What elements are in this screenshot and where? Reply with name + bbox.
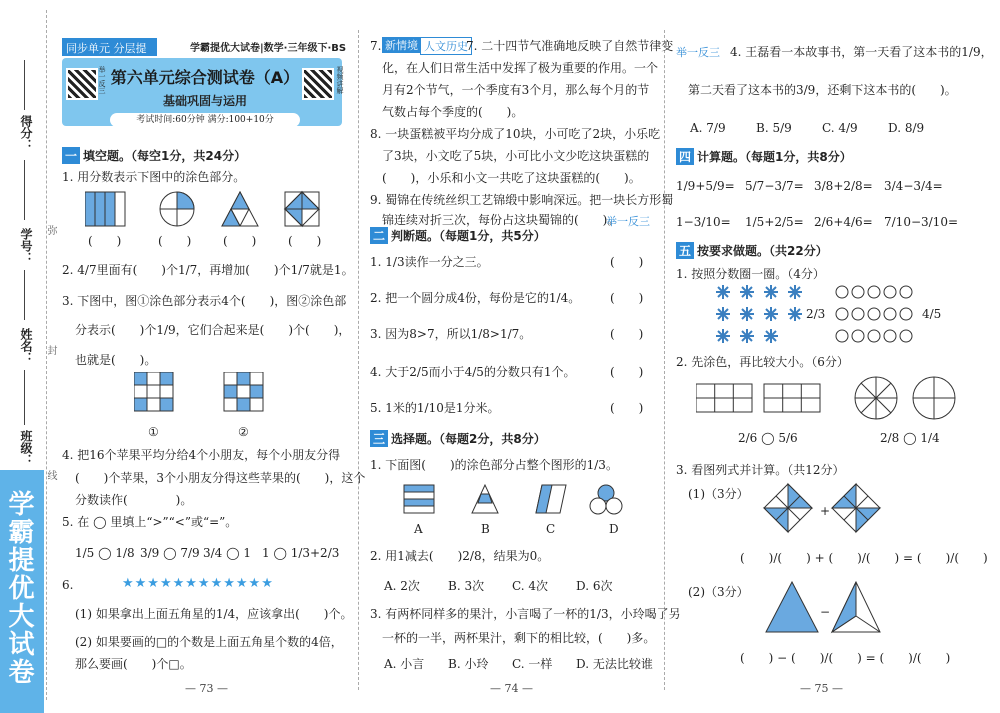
question-4-line3: 分数读作( )。 (75, 493, 193, 507)
question-8-line2: 了3块，小文吃了5块，小可比小文少吃这块蛋糕的 (382, 149, 650, 163)
option[interactable]: A. 小言 (384, 657, 425, 671)
score-line[interactable] (24, 60, 25, 110)
section-badge: 二 (370, 227, 388, 244)
compare-item[interactable]: 3/9 ◯ 7/9 (140, 546, 200, 560)
question-3-line2: 分表示( )个1/9，它们合起来是( )个( )， (75, 323, 351, 337)
exam-info: 考试时间:60分钟 满分:100+10分 (110, 113, 300, 127)
practice-tag[interactable]: 举一反三 (606, 215, 650, 228)
judge-item: 5. 1米的1/10是1分米。 (370, 401, 500, 415)
rect-sixths (696, 384, 752, 412)
qr-left-caption: 举一反三 (98, 66, 106, 94)
calc-item[interactable]: 5/7−3/7= (745, 179, 804, 193)
name-label: 姓名： (19, 328, 33, 364)
option-a-stripes (404, 485, 434, 513)
question-4-line1: 4. 把16个苹果平均分给4个小朋友，每个小朋友分得 (62, 448, 341, 462)
tomato-icon-group (836, 286, 912, 342)
calc-item[interactable]: 2/6+4/6= (814, 215, 873, 229)
judge-blank[interactable]: ( ) (610, 255, 644, 269)
class-line[interactable] (24, 370, 25, 425)
option-d-circles (590, 485, 622, 514)
question-9-line1: 9. 蜀锦在传统丝织工艺锦缎中影响深远。把一块长方形蜀 (370, 193, 674, 207)
triangle-fraction-figure (222, 192, 258, 226)
student-id-label: 学号： (19, 228, 33, 264)
answer-expression[interactable]: ( )/( ) + ( )/( ) = ( )/( ) (740, 551, 988, 565)
question-8-line3: ( )，小乐和小文一共吃了这块蛋糕的( )。 (382, 171, 641, 185)
question-6-part2: (2) 如果要画的□的个数是上面五角星个数的4倍， (75, 635, 343, 649)
question-4-line2: ( )个苹果，3个小朋友分得这些苹果的( )，这个 (75, 471, 366, 485)
question-9-line2: 锦连续对折三次，每份占这块蜀锦的( )。 (382, 213, 620, 227)
history-tag: 人文历史 (420, 37, 472, 55)
task-2-figures (696, 376, 966, 424)
book-brand: 学霸提优大试卷|数学·三年级下·BS (190, 43, 347, 54)
triangle-figure (766, 582, 818, 632)
section-title: 按要求做题。（共22分） (697, 244, 828, 258)
circle-fraction-figure (160, 192, 194, 226)
name-line[interactable] (24, 270, 25, 320)
star-icon-row: ★★★★★★★★★★★★ (122, 576, 274, 591)
section-title: 选择题。（每题2分，共8分） (391, 432, 546, 446)
option[interactable]: C. 4次 (512, 579, 549, 593)
choice-1-figures (400, 483, 630, 519)
q3-grids (134, 372, 274, 424)
question-3-line1: 3. 下图中，图①涂色部分表示4个( )，图②涂色部 (62, 294, 347, 308)
compare-item[interactable]: 1 ◯ 1/3+2/3 (262, 546, 340, 560)
question-7-line1: 7. 二十四节气准确地反映了自然节律变 (466, 39, 674, 53)
question-2: 2. 4/7里面有( )个1/7，再增加( )个1/7就是1。 (62, 263, 354, 277)
q1-blank[interactable]: ( ) (158, 234, 192, 248)
student-id-line[interactable] (24, 160, 25, 220)
circle-quarters (913, 377, 955, 419)
task-2: 2. 先涂色，再比较大小。（6分） (676, 355, 849, 369)
choice-1: 1. 下面图( )的涂色部分占整个图形的1/3。 (370, 458, 618, 472)
qr-code-icon[interactable] (302, 68, 334, 100)
section-choice (370, 430, 546, 447)
grid-label: ② (238, 425, 249, 439)
compare-item[interactable]: 3/4 ◯ 1 (203, 546, 252, 560)
option[interactable]: D. 8/9 (888, 121, 925, 135)
calc-item[interactable]: 3/4−3/4= (884, 179, 943, 193)
column-divider (664, 30, 665, 690)
grid-figure-1 (134, 372, 173, 411)
judge-item: 2. 把一个圆分成4份，每份是它的1/4。 (370, 291, 581, 305)
question-8-line1: 8. 一块蛋糕被平均分成了10块，小可吃了2块，小乐吃 (370, 127, 661, 141)
question-7-line4: 气数占每个季度的( )。 (382, 105, 524, 119)
calc-item[interactable]: 1−3/10= (676, 215, 731, 229)
question-7-line3: 月有2个节气，一个季度有3个月，那么每个月的节 (382, 83, 650, 97)
answer-expression[interactable]: ( ) − ( )/( ) = ( )/( ) (740, 651, 951, 665)
class-label: 班级： (19, 430, 33, 466)
section-title: 判断题。（每题1分，共5分） (391, 229, 546, 243)
choice-3-line2: 一杯的一半，两杯果汁，剩下的相比较，( )多。 (382, 631, 656, 645)
qr-code-icon[interactable] (66, 68, 98, 100)
page-title: 第六单元综合测试卷（A） (110, 68, 300, 87)
section-title: 计算题。（每题1分，共8分） (697, 150, 852, 164)
calc-item[interactable]: 1/9+5/9= (676, 179, 735, 193)
q1-figures (85, 190, 345, 230)
judge-blank[interactable]: ( ) (610, 327, 644, 341)
question-5: 5. 在 ◯ 里填上“>”“<”或“=”。 (62, 515, 238, 529)
q1-blank[interactable]: ( ) (223, 234, 257, 248)
calc-item[interactable]: 1/5+2/5= (745, 215, 804, 229)
question-6-part1: (1) 如果拿出上面五角星的1/4，应该拿出( )个。 (75, 607, 353, 621)
task-1: 1. 按照分数圈一圈。（4分） (676, 267, 825, 281)
judge-item: 3. 因为8>7，所以1/8>1/7。 (370, 327, 532, 341)
task-3-part2: (2)（3分） (688, 585, 749, 599)
diamond-figure (832, 484, 880, 532)
option[interactable]: C. 4/9 (822, 121, 858, 135)
option-label[interactable]: D (609, 522, 619, 536)
option-label[interactable]: A (414, 522, 423, 536)
question-7-line2: 化，在人们日常生活中发挥了极为重要的作用。一个 (382, 61, 659, 75)
option[interactable]: A. 7/9 (690, 121, 726, 135)
section-fill-blank (62, 147, 246, 164)
option[interactable]: D. 无法比较谁 (576, 657, 653, 671)
calc-item[interactable]: 3/8+2/8= (814, 179, 873, 193)
option-c-parallelogram (536, 485, 566, 513)
judge-blank[interactable]: ( ) (610, 365, 644, 379)
question-6: 6. (62, 578, 74, 592)
compare-item[interactable]: 2/8 ◯ 1/4 (880, 431, 940, 445)
judge-blank[interactable]: ( ) (610, 291, 644, 305)
section-badge: 一 (62, 147, 80, 164)
diamond-figure (764, 484, 812, 532)
circle-eighths (855, 377, 897, 419)
spine-brand: 学霸提优大试卷 (4, 490, 34, 686)
compare-item[interactable]: 1/5 ◯ 1/8 (75, 546, 135, 560)
option-label[interactable]: C (546, 522, 556, 536)
section-true-false (370, 227, 546, 244)
judge-item: 1. 1/3读作一分之三。 (370, 255, 489, 269)
square-fraction-figure (285, 192, 319, 226)
option[interactable]: D. 6次 (576, 579, 613, 593)
rect-fraction-figure (85, 192, 125, 226)
fraction-label: 4/5 (922, 307, 942, 321)
practice-tag[interactable]: 举一反三 (676, 46, 720, 59)
dragonfly-icon-group (716, 285, 802, 343)
question-1: 1. 用分数表示下图中的涂色部分。 (62, 170, 246, 184)
page-number: — 73 — (185, 682, 228, 695)
column-divider (358, 30, 359, 690)
choice-2: 2. 用1减去( )2/8，结果为0。 (370, 549, 550, 563)
task-3: 3. 看图列式并计算。（共12分） (676, 463, 845, 477)
judge-item: 4. 大于2/5而小于4/5的分数只有1个。 (370, 365, 576, 379)
section-calculation (676, 148, 852, 165)
binding-char: 封 (45, 345, 56, 355)
section-tasks (676, 242, 828, 259)
option[interactable]: B. 小玲 (448, 657, 489, 671)
option[interactable]: A. 2次 (384, 579, 420, 593)
q1-blank[interactable]: ( ) (288, 234, 322, 248)
choice-3-line1: 3. 有两杯同样多的果汁，小言喝了一杯的1/3，小玲喝了另 (370, 607, 681, 621)
question-3-line3: 也就是( )。 (75, 353, 157, 367)
series-tag: 同步单元 分层提 (62, 38, 157, 56)
plus-sign: + (820, 504, 831, 518)
choice-4-line1: 4. 王磊看一本故事书，第一天看了这本书的1/9， (730, 45, 993, 59)
option[interactable]: C. 一样 (512, 657, 553, 671)
binding-char: 线 (45, 470, 56, 480)
page-number: — 74 — (490, 682, 533, 695)
rect-sixths (764, 384, 820, 412)
option[interactable]: B. 3次 (448, 579, 485, 593)
split-triangle-figure (832, 582, 880, 632)
grid-label: ① (148, 425, 159, 439)
judge-blank[interactable]: ( ) (610, 401, 644, 415)
option-label[interactable]: B (481, 522, 490, 536)
binding-char: 弥 (45, 225, 56, 235)
new-context-tag: 新情境 (382, 37, 421, 53)
section-badge: 三 (370, 430, 388, 447)
question-6-part2-cont: 那么要画( )个□。 (75, 657, 192, 671)
page-number: — 75 — (800, 682, 843, 695)
choice-4-line2: 第二天看了这本书的3/9，还剩下这本书的( )。 (688, 83, 957, 97)
fraction-label: 2/3 (806, 307, 826, 321)
qr-right-caption: 视频讲解 (336, 66, 344, 94)
minus-sign: − (820, 605, 831, 619)
binding-line (46, 10, 47, 700)
section-badge: 五 (676, 242, 694, 259)
section-title: 填空题。（每空1分，共24分） (83, 149, 247, 163)
score-label: 得分： (19, 115, 33, 151)
grid-figure-2 (224, 372, 263, 411)
section-badge: 四 (676, 148, 694, 165)
option-b-triangle (472, 485, 498, 513)
task-3-part1: (1)（3分） (688, 487, 749, 501)
page-subtitle: 基础巩固与运用 (162, 94, 247, 108)
question-7-num: 7. (370, 39, 382, 53)
q1-blank[interactable]: ( ) (88, 234, 122, 248)
compare-item[interactable]: 2/6 ◯ 5/6 (738, 431, 798, 445)
calc-item[interactable]: 7/10−3/10= (884, 215, 959, 229)
option[interactable]: B. 5/9 (756, 121, 792, 135)
